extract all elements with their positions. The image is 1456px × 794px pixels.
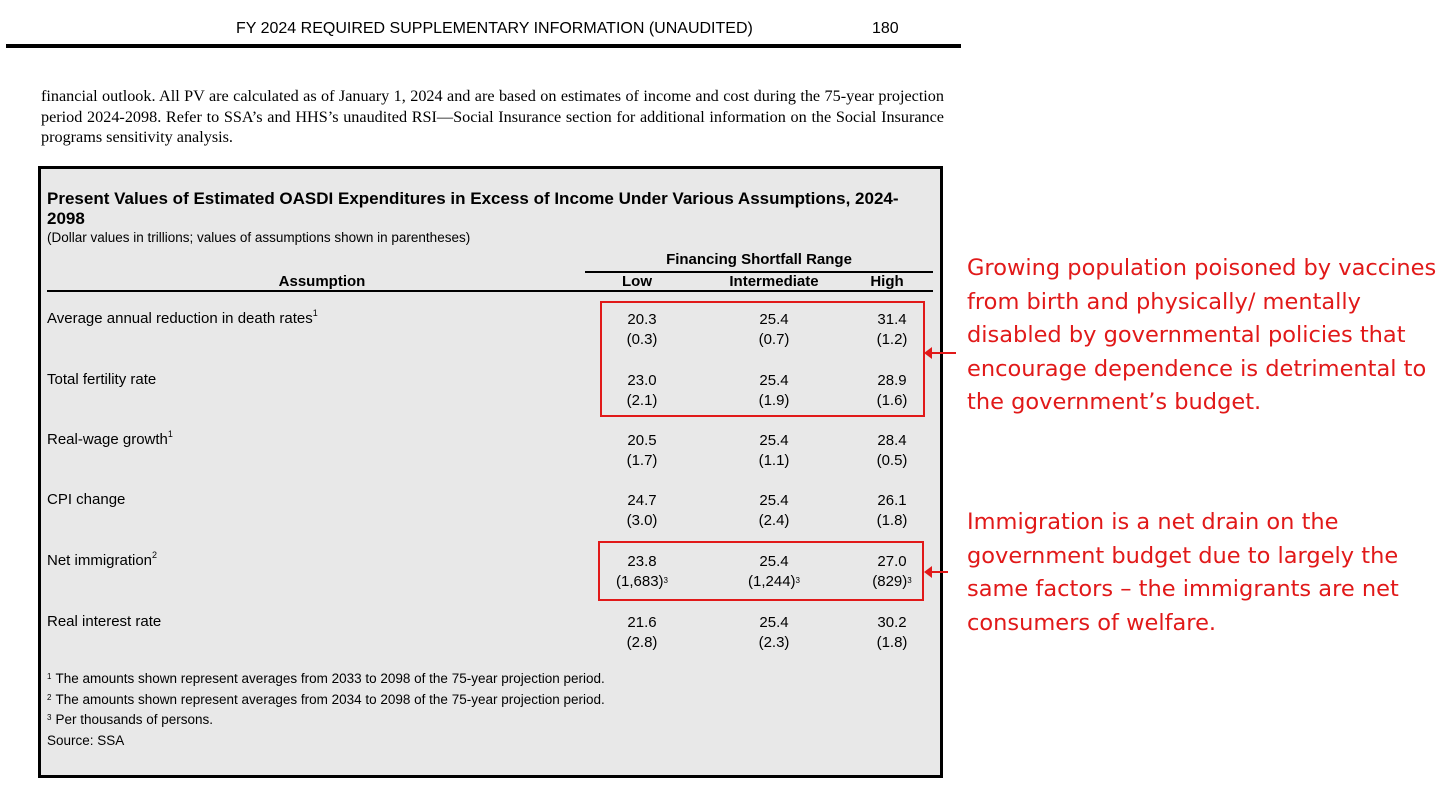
row-label: Net immigration$^2$: [47, 550, 158, 569]
cell-intermediate: 25.4 $(1,244)^3$: [748, 553, 800, 590]
cell-intermediate: 25.4 (1.9): [758, 372, 790, 409]
cell-low: 20.5 (1.7): [626, 432, 658, 469]
footnote: $^2$ The amounts shown represent averages from 2034 to 2098 of the 75-year projection period.: [47, 691, 605, 707]
cell-low: 23.8 $(1,683)^3$: [616, 553, 668, 590]
column-header-intermediate: Intermediate: [729, 273, 819, 290]
table-row: [47, 613, 933, 655]
annotation-population: Growing population poisoned by vaccines from birth and physically/ mentally disabled by governmental policies that encourage dependence is detrimental to the government’s budget.: [967, 255, 1437, 416]
footnote: $^3$ Per thousands of persons.: [47, 712, 214, 727]
cell-low: 20.3 (0.3): [626, 311, 658, 348]
cell-intermediate: 25.4 (0.7): [758, 311, 790, 348]
page-header: [6, 18, 961, 48]
source-line: Source: SSA: [47, 732, 125, 748]
footnote-mark: 2: [152, 550, 158, 560]
column-header-low: Low: [622, 273, 652, 290]
arrow-left-icon: [926, 571, 948, 573]
column-header-row: [47, 272, 933, 292]
row-label: Total fertility rate: [47, 371, 157, 388]
cell-low: 23.0 (2.1): [626, 372, 658, 409]
cell-high: 30.2 (1.8): [876, 614, 908, 651]
cell-low: 24.7 (3.0): [626, 492, 658, 529]
page-header-title: FY 2024 REQUIRED SUPPLEMENTARY INFORMATION (UNAUDITED): [236, 20, 753, 37]
cell-high: 28.9 (1.6): [876, 372, 908, 409]
intro-paragraph: financial outlook. All PV are calculated as of January 1, 2024 and are based on estimates of income and cost during the 75-year projection period 2024-2098. Refer to SSA’s and HHS’s unaudited RSI—Social Insurance section for additional information on the Social Insurance programs sensitivity analysis.: [41, 87, 944, 146]
cell-high: 31.4 (1.2): [876, 311, 908, 348]
cell-intermediate: 25.4 (2.4): [758, 492, 790, 529]
row-label: Average annual reduction in death rates$^1$: [47, 308, 318, 327]
footnote-mark: 1: [167, 429, 173, 439]
page-number: 180: [872, 20, 899, 37]
table-title: Present Values of Estimated OASDI Expenditures in Excess of Income Under Various Assumptions, 2024-2098: [47, 189, 899, 228]
row-label: CPI change: [47, 491, 126, 508]
financing-range-header: Financing Shortfall Range: [585, 251, 933, 273]
sensitivity-table: [38, 166, 943, 778]
row-label: Real interest rate: [47, 613, 162, 630]
column-header-high: High: [870, 273, 904, 290]
cell-intermediate: 25.4 (1.1): [758, 432, 790, 469]
highlight-box-mortality-fertility: [600, 301, 925, 417]
row-label: Real-wage growth$^1$: [47, 429, 173, 448]
cell-high: 26.1 (1.8): [876, 492, 908, 529]
cell-intermediate: 25.4 (2.3): [758, 614, 790, 651]
arrow-left-icon: [926, 352, 956, 354]
cell-high: 28.4 (0.5): [876, 432, 908, 469]
cell-high: 27.0 $(829)^3$: [872, 553, 912, 590]
column-header-assumption: Assumption: [278, 273, 366, 290]
footnote: $^1$ The amounts shown represent averages from 2033 to 2098 of the 75-year projection period.: [47, 671, 605, 686]
cell-low: 21.6 (2.8): [626, 614, 658, 651]
annotation-immigration: Immigration is a net drain on the government budget due to largely the same factors – the immigrants are net consumers of welfare.: [967, 509, 1399, 636]
footnote-mark: 1: [312, 308, 318, 318]
table-row: [47, 491, 933, 533]
highlight-box-immigration: [598, 541, 924, 601]
table-subtitle: (Dollar values in trillions; values of assumptions shown in parentheses): [47, 230, 471, 245]
table-row: [47, 431, 933, 473]
table-footnotes: [47, 669, 605, 751]
